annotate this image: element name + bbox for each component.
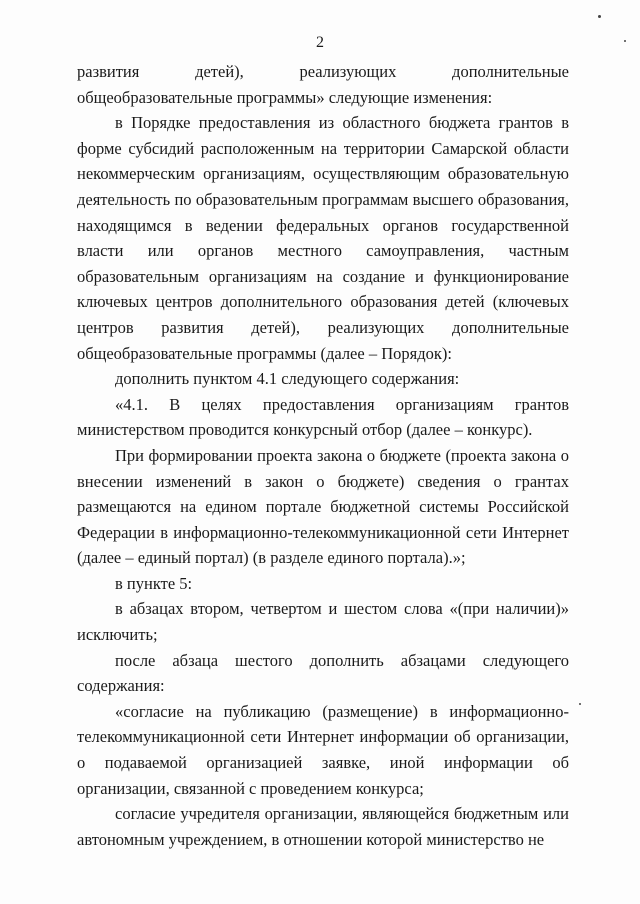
paragraph-add-clause: дополнить пунктом 4.1 следующего содержания: bbox=[115, 369, 460, 389]
paragraph-add-after-sixth: после абзаца шестого дополнить абзацами следующего содержания: bbox=[77, 650, 569, 696]
paragraph-budget-info: При формировании проекта закона о бюджете (проекта закона о внесении изменений в закон о бюджете) сведения о грантах размещаются на едином портале бюджетной системы Российской Федерации в информационно-телекоммуникационной сети Интернет (далее – единый портал) (в разделе единого портала).»; bbox=[77, 445, 569, 568]
paragraph-continuation: развития детей), реализующих дополнительные общеобразовательные программы» следующие изменения: bbox=[77, 62, 569, 107]
paragraph-exclude-words: в абзацах втором, четвертом и шестом слова «(при наличии)» исключить; bbox=[77, 599, 569, 645]
scan-speck bbox=[598, 15, 601, 18]
scan-speck bbox=[579, 703, 581, 705]
page-number: 2 bbox=[316, 34, 324, 51]
paragraph-order-title: в Порядке предоставления из областного бюджета грантов в форме субсидий расположенным на территории Самарской области некоммерческим организациям, осуществляющим образовательную деятельность по образовательным программам высшего образования, находящимся в ведении федеральных органов государственной власти или органов местного самоуправления, частным образовательным организациям на создание и функционирование ключевых центров дополнительного образования детей (ключевых центров развития детей), реализующих дополнительные общеобразовательные программы (далее – Порядок): bbox=[77, 113, 569, 363]
paragraph-clause-4-1: «4.1. В целях предоставления организациям грантов министерством проводится конкурсный отбор (далее – конкурс). bbox=[77, 394, 569, 440]
paragraph-consent-publication: «согласие на публикацию (размещение) в информационно-телекоммуникационной сети Интернет информации об организации, о подаваемой организацией заявке, иной информации об организации, связанной с проведением конкурса; bbox=[77, 701, 569, 798]
document-body bbox=[77, 59, 569, 852]
paragraph-consent-founder: согласие учредителя организации, являющейся бюджетным или автономным учреждением, в отношении которой министерство не bbox=[77, 804, 569, 849]
paragraph-point-5: в пункте 5: bbox=[115, 573, 193, 593]
